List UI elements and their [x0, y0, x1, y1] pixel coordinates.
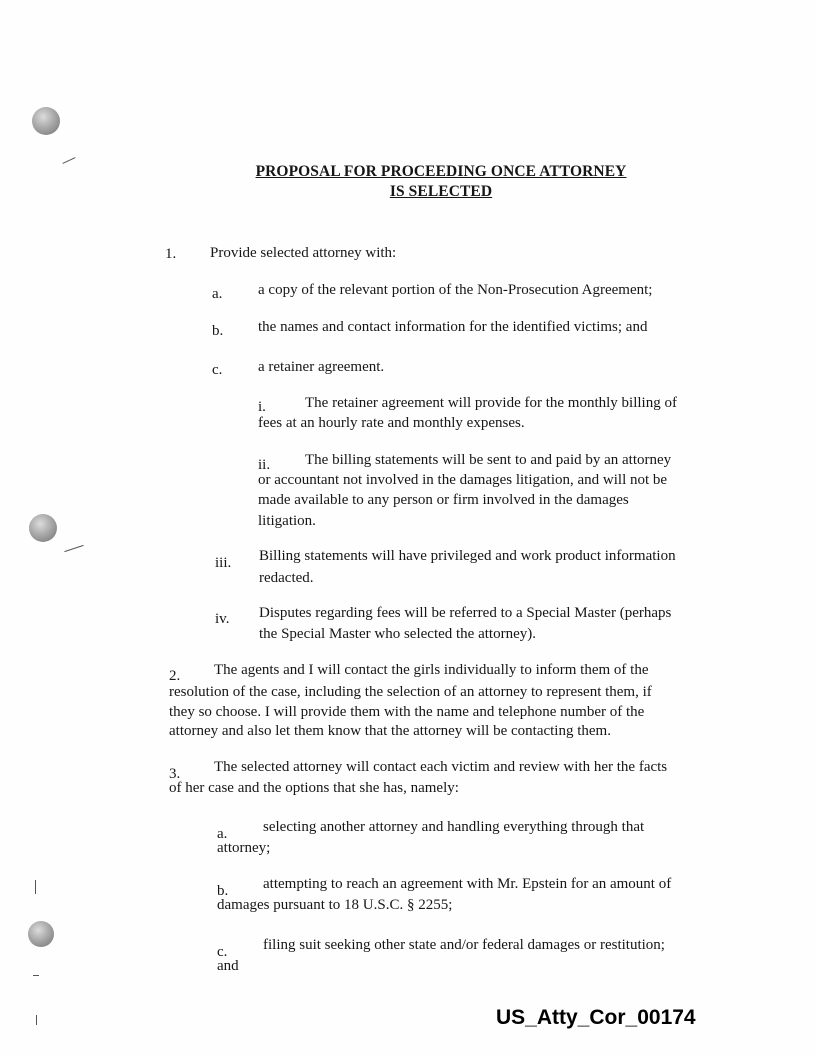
- scan-mark: [36, 1015, 37, 1025]
- item-2-line-4: attorney and also let them know that the attorney will be contacting them.: [169, 723, 611, 739]
- item-2-number: 2.: [169, 668, 181, 684]
- item-3c-letter: c.: [217, 944, 228, 960]
- item-3b-line-2: damages pursuant to 18 U.S.C. § 2255;: [217, 897, 453, 913]
- item-1-text: Provide selected attorney with:: [210, 245, 397, 261]
- item-3-line-2: of her case and the options that she has, namely:: [169, 780, 459, 796]
- item-2-line-2: resolution of the case, including the selection of an attorney to represent them, if: [169, 684, 652, 700]
- item-1-number: 1.: [165, 246, 177, 262]
- item-1-iv-line-2: the Special Master who selected the attorney).: [259, 626, 536, 642]
- item-1c-ii-line-2: or accountant not involved in the damages litigation, and will not be: [258, 472, 668, 488]
- item-1c-i-number: i.: [258, 399, 266, 415]
- scan-mark: [35, 880, 36, 894]
- punch-hole-middle: [29, 514, 57, 542]
- item-1c-ii-line-1: The billing statements will be sent to and paid by an attorney: [305, 452, 672, 468]
- item-1-iii-line-1: Billing statements will have privileged and work product information: [259, 548, 676, 564]
- punch-hole-bottom: [28, 921, 54, 947]
- document-title-line-2: IS SELECTED: [389, 183, 493, 200]
- item-3c-line-2: and: [217, 958, 239, 974]
- item-1a-letter: a.: [212, 286, 223, 302]
- item-1-iv-number: iv.: [215, 611, 230, 627]
- item-1-iii-number: iii.: [215, 555, 232, 571]
- item-3-number: 3.: [169, 766, 181, 782]
- item-1a-text: a copy of the relevant portion of the Non-Prosecution Agreement;: [258, 282, 653, 298]
- item-1c-letter: c.: [212, 362, 223, 378]
- item-3a-line-1: selecting another attorney and handling everything through that: [263, 819, 645, 835]
- bates-number: US_Atty_Cor_00174: [496, 1006, 696, 1029]
- item-1b-text: the names and contact information for the identified victims; and: [258, 319, 648, 335]
- item-3b-letter: b.: [217, 883, 229, 899]
- item-1c-i-line-1: The retainer agreement will provide for the monthly billing of: [305, 395, 677, 411]
- punch-hole-top: [32, 107, 60, 135]
- item-1b-letter: b.: [212, 323, 224, 339]
- item-1-iii-line-2: redacted.: [259, 570, 314, 586]
- scan-mark: [64, 545, 83, 552]
- item-3a-line-2: attorney;: [217, 840, 271, 856]
- item-1c-ii-line-4: litigation.: [258, 513, 316, 529]
- item-1-iv-line-1: Disputes regarding fees will be referred to a Special Master (perhaps: [259, 605, 672, 621]
- item-3c-line-1: filing suit seeking other state and/or federal damages or restitution;: [263, 937, 665, 953]
- item-1c-ii-number: ii.: [258, 457, 271, 473]
- item-2-line-3: they so choose. I will provide them with the name and telephone number of the: [169, 704, 645, 720]
- document-title-line-1: PROPOSAL FOR PROCEEDING ONCE ATTORNEY: [255, 163, 627, 180]
- item-1c-i-line-2: fees at an hourly rate and monthly expenses.: [258, 415, 525, 431]
- item-3-line-1: The selected attorney will contact each victim and review with her the facts: [214, 759, 668, 775]
- scan-mark: [33, 975, 39, 976]
- item-3b-line-1: attempting to reach an agreement with Mr. Epstein for an amount of: [263, 876, 672, 892]
- item-3a-letter: a.: [217, 826, 228, 842]
- item-2-line-1: The agents and I will contact the girls individually to inform them of the: [214, 662, 649, 678]
- scan-mark: [62, 157, 75, 164]
- item-1c-ii-line-3: made available to any person or firm involved in the damages: [258, 492, 629, 508]
- item-1c-text: a retainer agreement.: [258, 359, 385, 375]
